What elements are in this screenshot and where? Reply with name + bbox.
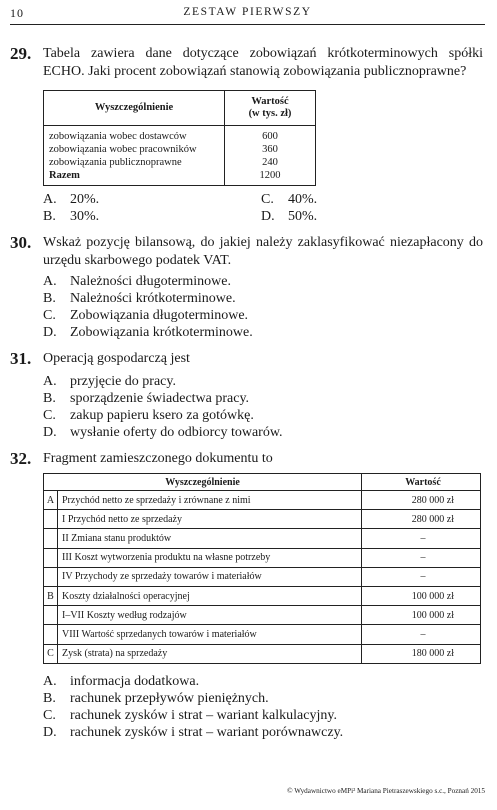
table-row <box>44 606 481 625</box>
page-header <box>10 6 485 22</box>
row-mark <box>44 548 58 567</box>
question-text: Wskaż pozycję bilansową, do jakiej należy zaklasyfikować niezapłacony do urzędu skarbowego podatek VAT. <box>43 235 483 268</box>
option-text: Zobowiązania krótkoterminowe. <box>70 325 253 340</box>
option-letter: D. <box>43 425 57 440</box>
row-value: – <box>362 567 481 586</box>
answer-option-b[interactable] <box>43 690 269 707</box>
row-label: zobowiązania wobec pracowników <box>49 144 197 155</box>
row-label: zobowiązania wobec dostawców <box>49 131 187 142</box>
answer-option-b[interactable] <box>43 290 236 307</box>
row-mark <box>44 529 58 548</box>
answer-option-a[interactable] <box>43 673 199 690</box>
question-text: Fragment zamieszczonego dokumentu to <box>43 451 273 466</box>
column-header: Wartość <box>362 474 481 491</box>
answer-option-c[interactable] <box>43 307 248 324</box>
question-text: Operacją gospodarczą jest <box>43 351 190 366</box>
answer-option-d[interactable] <box>43 324 253 341</box>
option-letter: A. <box>43 674 57 689</box>
option-text: Należności krótkoterminowe. <box>70 291 236 306</box>
option-text: informacja dodatkowa. <box>70 674 200 689</box>
option-text: Zobowiązania długoterminowe. <box>70 308 249 323</box>
row-value: – <box>362 529 481 548</box>
option-text: zakup papieru ksero za gotówkę. <box>70 408 254 423</box>
row-mark: A <box>44 491 58 510</box>
table-row <box>44 586 481 605</box>
question-text: Tabela zawiera dane dotyczące zobowiązań krótkoterminowych spółki ECHO. Jaki procent zobowiązań stanowią zobowiązania publicznoprawne? <box>43 46 483 79</box>
answer-option-c[interactable] <box>43 407 254 424</box>
option-text: Należności długoterminowe. <box>70 274 231 289</box>
section-title: ZESTAW PIERWSZY <box>183 6 312 18</box>
option-letter: C. <box>43 308 56 323</box>
row-value-total: 1200 <box>259 170 281 181</box>
answer-option-d[interactable] <box>43 724 343 741</box>
answer-option-d[interactable] <box>261 208 317 225</box>
answer-option-c[interactable] <box>43 707 337 724</box>
option-text: rachunek zysków i strat – wariant kalkulacyjny. <box>70 708 337 723</box>
column-header: Wyszczególnienie <box>44 91 225 126</box>
option-text: rachunek zysków i strat – wariant porównawczy. <box>70 725 344 740</box>
option-letter: B. <box>43 691 56 706</box>
row-label: Koszty działalności operacyjnej <box>58 586 362 605</box>
row-value: 600 <box>262 131 278 142</box>
row-mark <box>44 510 58 529</box>
row-value: 100 000 zł <box>362 586 481 605</box>
answer-option-c[interactable] <box>261 191 317 208</box>
option-letter: C. <box>261 192 274 207</box>
option-letter: D. <box>43 325 57 340</box>
option-letter: A. <box>43 274 57 289</box>
liabilities-table <box>43 90 316 186</box>
row-label: VIII Wartość sprzedanych towarów i materiałów <box>58 625 362 644</box>
option-text: sporządzenie świadectwa pracy. <box>70 391 250 406</box>
row-label: I–VII Koszty według rodzajów <box>58 606 362 625</box>
table-row <box>44 567 481 586</box>
option-letter: A. <box>43 374 57 389</box>
option-text: 30%. <box>70 209 100 224</box>
row-value: 360 <box>262 144 278 155</box>
option-letter: D. <box>43 725 57 740</box>
answer-option-a[interactable] <box>43 373 176 390</box>
row-label: Przychód netto ze sprzedaży i zrównane z nimi <box>58 491 362 510</box>
option-letter: B. <box>43 291 56 306</box>
row-value: – <box>362 548 481 567</box>
income-statement-table <box>43 473 481 664</box>
row-mark <box>44 606 58 625</box>
option-text: rachunek przepływów pieniężnych. <box>70 691 269 706</box>
table-row <box>44 644 481 663</box>
table-row <box>44 625 481 644</box>
row-value: 240 <box>262 157 278 168</box>
row-label: IV Przychody ze sprzedaży towarów i materiałów <box>58 567 362 586</box>
row-value: 180 000 zł <box>362 644 481 663</box>
table-row <box>44 491 481 510</box>
row-label: III Koszt wytworzenia produktu na własne potrzeby <box>58 548 362 567</box>
labels-cell <box>44 126 225 186</box>
option-letter: D. <box>261 209 275 224</box>
answer-option-b[interactable] <box>43 208 99 225</box>
row-value: 100 000 zł <box>362 606 481 625</box>
answer-option-a[interactable] <box>43 191 99 208</box>
question-number: 31. <box>10 349 32 368</box>
row-label: zobowiązania publicznoprawne <box>49 157 182 168</box>
row-label-total: Razem <box>49 170 80 181</box>
copyright-footer: © Wydawnictwo eMPi² Mariana Pietraszewskiego s.c., Poznań 2015 <box>287 787 485 795</box>
answer-option-b[interactable] <box>43 390 249 407</box>
question-number: 29. <box>10 44 32 63</box>
question-number: 32. <box>10 449 32 468</box>
row-mark <box>44 567 58 586</box>
option-letter: C. <box>43 408 56 423</box>
option-text: 50%. <box>288 209 318 224</box>
table-row <box>44 548 481 567</box>
row-label: Zysk (strata) na sprzedaży <box>58 644 362 663</box>
table-header-row <box>44 91 316 126</box>
option-letter: B. <box>43 391 56 406</box>
option-text: wysłanie oferty do odbiorcy towarów. <box>70 425 283 440</box>
row-mark: C <box>44 644 58 663</box>
row-value: 280 000 zł <box>362 510 481 529</box>
page-number: 10 <box>10 6 24 20</box>
option-letter: A. <box>43 192 57 207</box>
option-text: 40%. <box>288 192 318 207</box>
row-mark <box>44 625 58 644</box>
table-body-row <box>44 126 316 186</box>
column-header <box>225 91 316 126</box>
column-header-line: (w tys. zł) <box>248 108 292 119</box>
option-letter: B. <box>43 209 56 224</box>
option-text: 20%. <box>70 192 100 207</box>
table-row <box>44 529 481 548</box>
column-header-line: Wartość <box>251 96 289 107</box>
table-header-row <box>44 474 481 491</box>
header-rule <box>10 24 485 25</box>
question-number: 30. <box>10 233 32 252</box>
row-value: – <box>362 625 481 644</box>
row-label: I Przychód netto ze sprzedaży <box>58 510 362 529</box>
column-header: Wyszczególnienie <box>44 474 362 491</box>
option-letter: C. <box>43 708 56 723</box>
answer-option-a[interactable] <box>43 273 231 290</box>
option-text: przyjęcie do pracy. <box>70 374 176 389</box>
row-mark: B <box>44 586 58 605</box>
values-cell <box>225 126 316 186</box>
table-row <box>44 510 481 529</box>
answer-option-d[interactable] <box>43 424 283 441</box>
row-value: 280 000 zł <box>362 491 481 510</box>
row-label: II Zmiana stanu produktów <box>58 529 362 548</box>
